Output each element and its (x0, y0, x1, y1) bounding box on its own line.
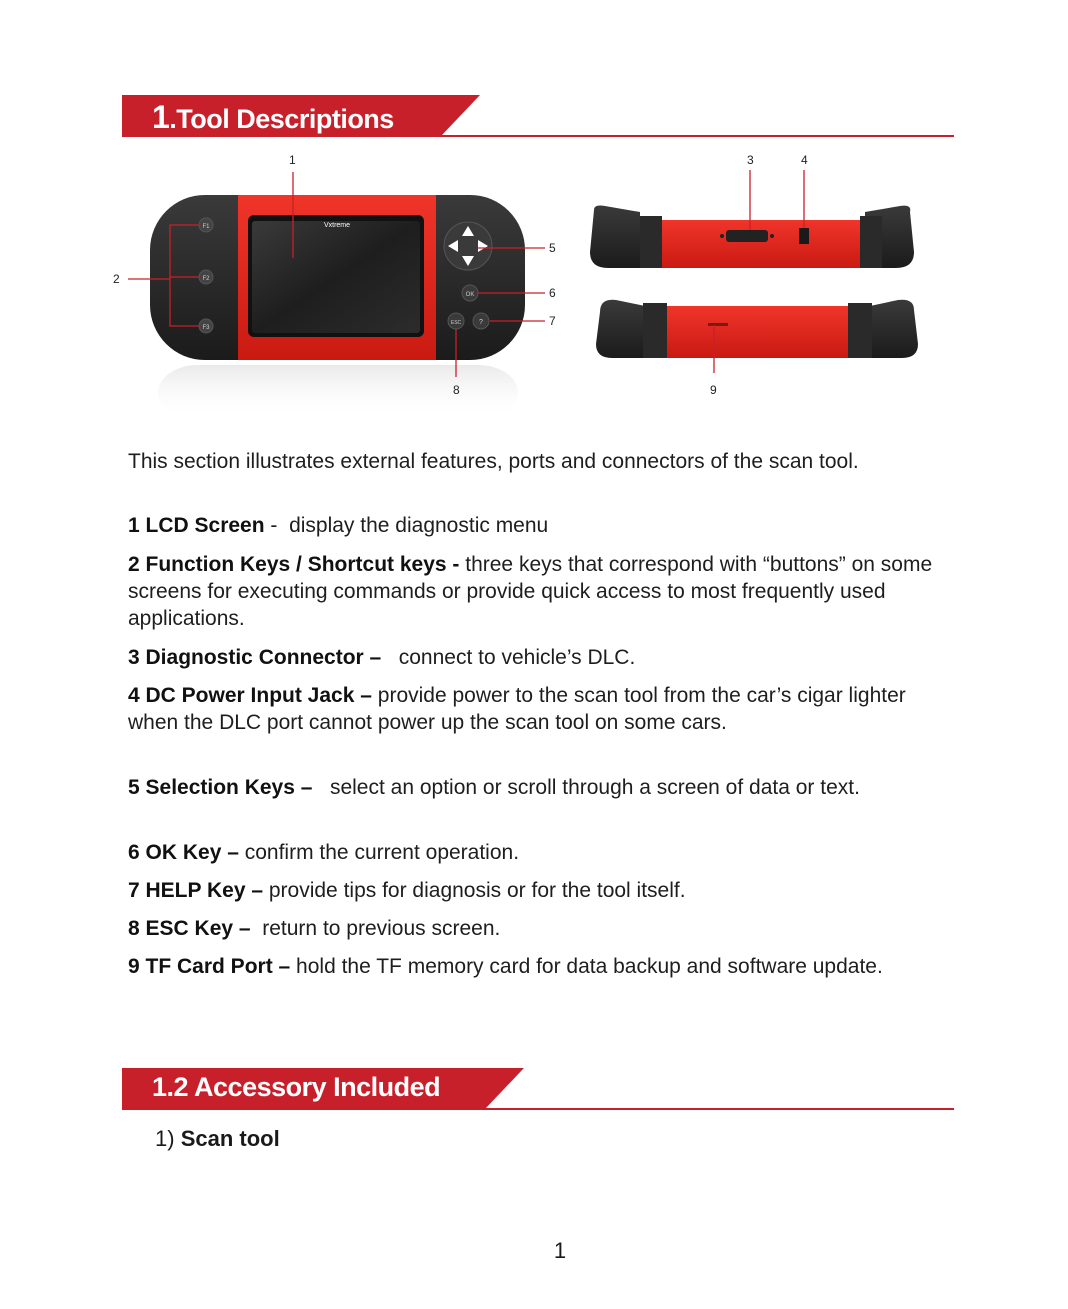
feature-separator: - (264, 514, 290, 537)
callout-8: 8 (453, 383, 460, 397)
feature-description: hold the TF memory card for data backup and software update. (296, 955, 883, 978)
section-header-tool-descriptions (122, 95, 954, 137)
feature-ok-key (128, 839, 958, 866)
device-figure (100, 140, 940, 430)
device-reflection (158, 365, 518, 420)
feature-description: connect to vehicle’s DLC. (398, 646, 636, 669)
device-front-view (150, 195, 525, 360)
section-title (152, 1072, 440, 1103)
device-bottom-view (596, 300, 918, 358)
feature-term: 3 Diagnostic Connector – (128, 646, 382, 669)
feature-separator (251, 917, 263, 940)
f3-key-label: F3 (202, 325, 210, 331)
feature-term: 9 TF Card Port – (128, 955, 291, 978)
section-title-text: .Tool Descriptions (169, 104, 394, 134)
diagnostic-connector (726, 230, 768, 242)
callout-6: 6 (549, 286, 556, 300)
feature-description: provide tips for diagnosis or for the tool itself. (268, 879, 686, 902)
callout-2: 2 (113, 272, 120, 286)
feature-description: provide power to the scan tool from the car’s cigar lighter when the DLC port cannot power up the scan tool on some cars. (128, 684, 906, 734)
f1-key-label: F1 (202, 224, 210, 230)
feature-description: confirm the current operation. (244, 841, 520, 864)
feature-diagnostic-connector (128, 644, 958, 671)
feature-term: 6 OK Key – (128, 841, 239, 864)
feature-tf-card-port (128, 953, 958, 980)
esc-key-label: ESC (450, 320, 462, 326)
tf-card-slot (708, 323, 728, 326)
section-header-accessory-included (122, 1068, 954, 1110)
help-key-label: ? (479, 319, 483, 326)
page-number: 1 (553, 1238, 567, 1263)
feature-term: 8 ESC Key – (128, 917, 251, 940)
feature-term: 2 Function Keys / Shortcut keys - (128, 553, 460, 576)
feature-separator (381, 646, 399, 669)
feature-term: 4 DC Power Input Jack – (128, 684, 372, 707)
feature-help-key (128, 877, 958, 904)
header-rule (122, 1108, 954, 1110)
intro-paragraph: This section illustrates external features, ports and connectors of the scan tool. (128, 450, 859, 473)
feature-description: display the diagnostic menu (289, 514, 549, 537)
feature-separator (312, 776, 330, 799)
section-title (152, 99, 394, 136)
callout-9: 9 (710, 383, 717, 397)
dc-power-jack (799, 228, 809, 244)
feature-term: 5 Selection Keys – (128, 776, 313, 799)
callout-7: 7 (549, 314, 556, 328)
ok-key-label: OK (465, 292, 475, 298)
callout-4: 4 (801, 153, 808, 167)
accessory-item (155, 1126, 280, 1152)
accessory-name: Scan tool (180, 1126, 280, 1151)
feature-description: select an option or scroll through a screen of data or text. (329, 776, 860, 799)
lcd-screen (252, 221, 420, 333)
feature-function-keys (128, 551, 958, 632)
accessory-index: 1) (155, 1126, 181, 1151)
feature-description: return to previous screen. (262, 917, 501, 940)
brand-logo: Vxtreme (323, 222, 351, 229)
device-top-view (590, 206, 914, 269)
callout-1: 1 (289, 153, 296, 167)
f2-key-label: F2 (202, 276, 210, 282)
feature-selection-keys (128, 774, 958, 801)
feature-lcd-screen (128, 512, 958, 539)
callout-5: 5 (549, 241, 556, 255)
feature-term: 1 LCD Screen (128, 514, 265, 537)
feature-dc-power-jack (128, 682, 958, 736)
section-number: 1 (152, 99, 170, 135)
callout-3: 3 (747, 153, 754, 167)
feature-description: three keys that correspond with “buttons” on some screens for executing commands or provide quick access to most frequently used applications. (128, 553, 933, 630)
feature-term: 7 HELP Key – (128, 879, 264, 902)
feature-esc-key (128, 915, 958, 942)
section-title-text: 1.2 Accessory Included (152, 1072, 441, 1102)
